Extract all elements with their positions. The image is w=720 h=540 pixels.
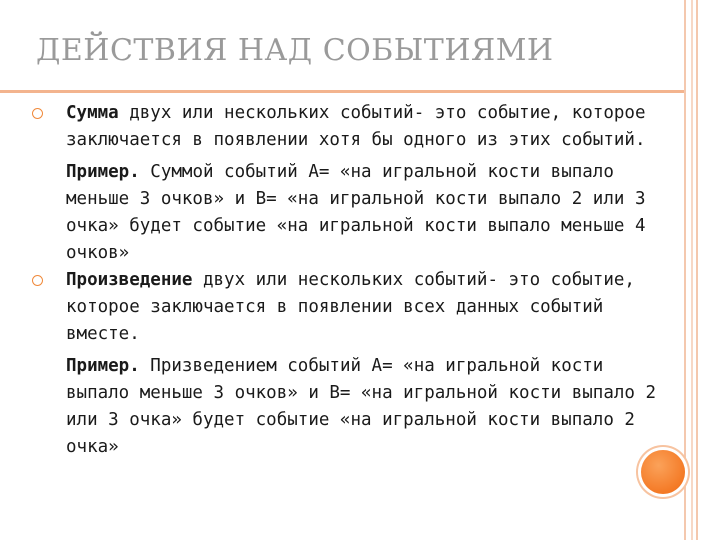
definition-sum-text: двух или нескольких событий- это событие, которое заключается в появлении хотя бы одного из этих событий. [66,103,646,150]
title-underline [0,90,684,93]
term-product: Произведение [66,270,193,290]
example-product [66,353,656,461]
bullet-definition-product [66,267,656,348]
example-sum-text: Суммой событий А= «на игральной кости выпало меньше 3 очков» и В= «на игральной кости выпало 2 или 3 очка» будет событие «на игральной кости выпало меньше 4 очков» [66,162,646,263]
circle-bullet-icon [32,108,43,119]
example-sum [66,159,656,267]
circle-bullet-icon [32,275,43,286]
example-label-product: Пример. [66,356,140,376]
definition-product-text: двух или нескольких событий- это событие, которое заключается в появлении всех данных событий вместе. [66,270,635,344]
example-label-sum: Пример. [66,162,140,182]
bullet-definition-sum [66,100,656,154]
slide-title: ДЕЙСТВИЯ НАД СОБЫТИЯМИ [36,33,554,68]
rail-inner-line [691,0,693,540]
slide-body [66,100,656,461]
term-sum: Сумма [66,103,119,123]
example-product-text: Призведением событий А= «на игральной кости выпало меньше 3 очков» и В= «на игральной кости выпало 2 или 3 очка» будет событие «на игральной кости выпало 2 очка» [66,356,657,457]
